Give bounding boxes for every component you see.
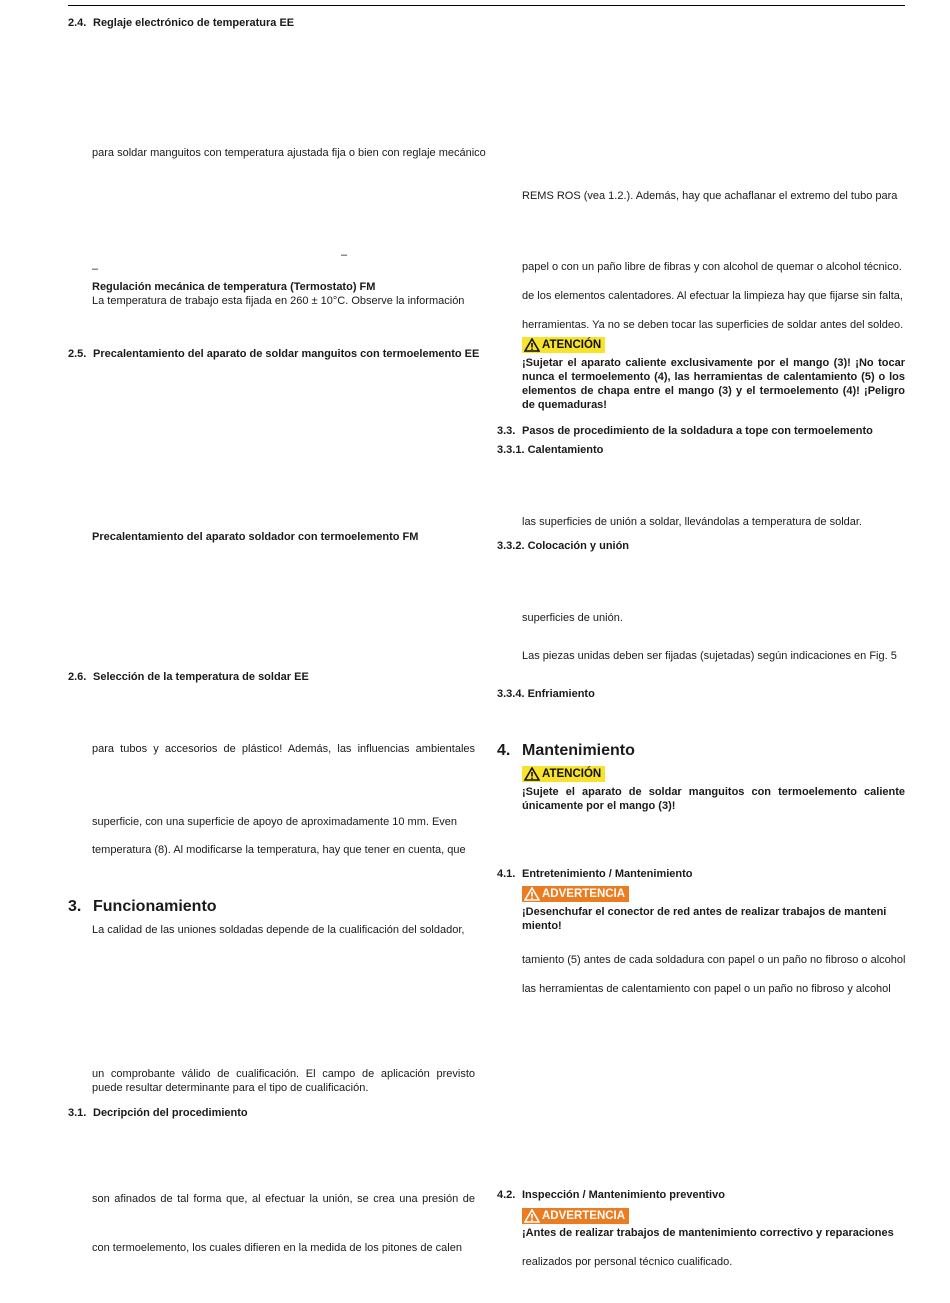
attention-badge: ATENCIÓN bbox=[522, 766, 605, 782]
warning-triangle-icon bbox=[524, 767, 540, 781]
top-rule bbox=[68, 5, 905, 6]
paragraph-temperatura: temperatura (8). Al modificarse la temperatura, hay que tener en cuenta, que bbox=[92, 844, 466, 856]
section-3-3-1-heading: 3.3.1. Calentamiento bbox=[497, 444, 604, 456]
paragraph-uniones: las superficies de unión a soldar, llevándolas a temperatura de soldar. bbox=[522, 516, 862, 528]
paragraph-rems: REMS ROS (vea 1.2.). Además, hay que achaflanar el extremo del tubo para bbox=[522, 190, 898, 202]
warning-badge: ADVERTENCIA bbox=[522, 1208, 629, 1224]
section-3-3-4-heading: 3.3.4. Enfriamiento bbox=[497, 688, 595, 700]
section-3-3-heading: 3.3. Pasos de procedimiento de la soldadura a tope con termoelemento bbox=[497, 425, 873, 437]
paragraph-pitones: con termoelemento, los cuales difieren en la medida de los pitones de calen bbox=[92, 1242, 462, 1254]
paragraph-herramientas: herramientas. Ya no se deben tocar las superficies de soldar antes del soldeo. bbox=[522, 319, 904, 331]
section-4-heading: 4. Mantenimiento bbox=[497, 742, 635, 759]
fm-subheading: Regulación mecánica de temperatura (Termostato) FM bbox=[92, 281, 376, 293]
section-3-heading: 3. Funcionamiento bbox=[68, 898, 217, 915]
section-3-1-heading: 3.1. Decripción del procedimiento bbox=[68, 1107, 248, 1119]
section-2-6-heading: 2.6. Selección de la temperatura de soldar EE bbox=[68, 671, 309, 683]
paragraph-comprobante: un comprobante válido de cualificación. El campo de aplicación previsto puede resultar determinante para el tipo de cualificación. bbox=[92, 1068, 475, 1094]
paragraph-piezas: Las piezas unidas deben ser fijadas (sujetadas) según indicaciones en Fig. 5 bbox=[522, 650, 897, 662]
paragraph-soldar: para soldar manguitos con temperatura ajustada fija o bien con reglaje mecánico bbox=[92, 147, 486, 159]
paragraph-elementos: de los elementos calentadores. Al efectuar la limpieza hay que fijarse sin falta, bbox=[522, 290, 903, 302]
warning-triangle-icon bbox=[524, 887, 540, 901]
paragraph-papel: papel o con un paño libre de fibras y con alcohol de quemar o alcohol técnico. bbox=[522, 261, 902, 273]
attention-badge: ATENCIÓN bbox=[522, 337, 605, 353]
section-4-1-heading: 4.1. Entretenimiento / Mantenimiento bbox=[497, 868, 693, 880]
paragraph-superficies: superficies de unión. bbox=[522, 612, 623, 624]
warning-text: ¡Desenchufar el conector de red antes de realizar trabajos de manteni bbox=[522, 906, 887, 918]
dash-mark: – bbox=[92, 263, 99, 275]
attention-text: ¡Sujete el aparato de soldar manguitos con termoelemento caliente únicamente por el mango (3)! bbox=[522, 786, 905, 812]
section-2-5-heading: 2.5. Precalentamiento del aparato de soldar manguitos con termoelemento EE bbox=[68, 348, 480, 360]
warning-badge: ADVERTENCIA bbox=[522, 886, 629, 902]
precalentamiento-fm-subheading: Precalentamiento del aparato soldador con termoelemento FM bbox=[92, 531, 419, 543]
paragraph-calidad: La calidad de las uniones soldadas depende de la cualificación del soldador, bbox=[92, 924, 465, 936]
section-2-4-heading: 2.4. Reglaje electrónico de temperatura EE bbox=[68, 17, 295, 29]
paragraph-afinados: son afinados de tal forma que, al efectuar la unión, se crea una presión de bbox=[92, 1193, 475, 1205]
paragraph-tubos: para tubos y accesorios de plástico! Además, las influencias ambientales bbox=[92, 743, 475, 755]
section-4-2-heading: 4.2. Inspección / Mantenimiento preventivo bbox=[497, 1189, 725, 1201]
warning-text: miento! bbox=[522, 920, 562, 932]
paragraph-herramientas-calentamiento: las herramientas de calentamiento con papel o un paño no fibroso y alcohol bbox=[522, 983, 891, 995]
paragraph-fm: La temperatura de trabajo esta fijada en 260 ± 10°C. Observe la información bbox=[92, 295, 465, 307]
paragraph-tamiento: tamiento (5) antes de cada soldadura con papel o un paño no fibroso o alcohol bbox=[522, 954, 906, 966]
section-3-3-2-heading: 3.3.2. Colocación y unión bbox=[497, 540, 630, 552]
attention-text: ¡Sujetar el aparato caliente exclusivamente por el mango (3)! ¡No tocar nunca el termoelemento (4), las herramientas de calentamiento (5) o los elementos de chapa entre el mango (3) y el termoelemento (4)! ¡Peligro de quemaduras! bbox=[522, 357, 905, 411]
dash-mark: – bbox=[341, 249, 348, 261]
warning-text: ¡Antes de realizar trabajos de mantenimiento correctivo y reparaciones bbox=[522, 1227, 894, 1239]
warning-triangle-icon bbox=[524, 338, 540, 352]
warning-triangle-icon bbox=[524, 1209, 540, 1223]
paragraph-realizados: realizados por personal técnico cualificado. bbox=[522, 1256, 733, 1268]
paragraph-superficie: superficie, con una superficie de apoyo de aproximadamente 10 mm. Even bbox=[92, 816, 458, 828]
